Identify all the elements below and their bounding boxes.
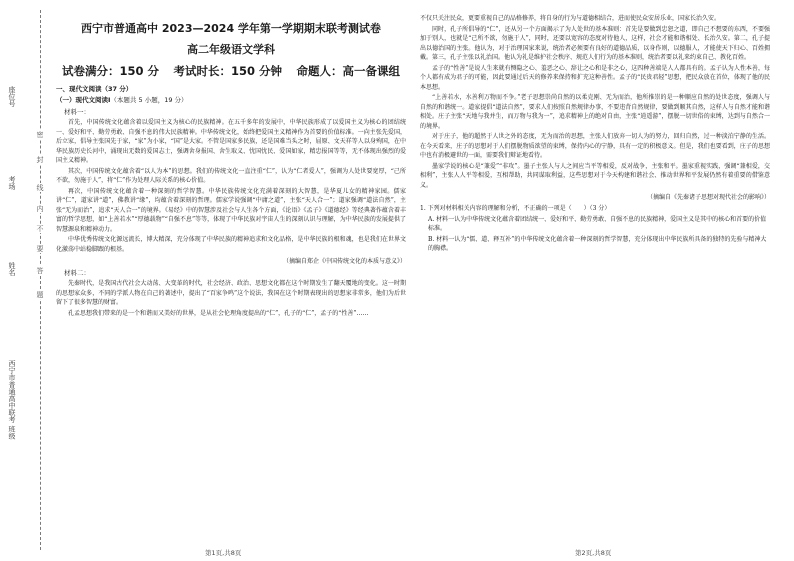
seal-char: 答	[36, 267, 44, 274]
name-label: 姓名	[8, 262, 16, 276]
exam-room-label: 考场	[8, 176, 16, 190]
seal-char: 内	[36, 205, 44, 212]
exam-page-1	[56, 14, 406, 544]
exam-info-row	[62, 63, 400, 79]
seal-char: 封	[36, 156, 44, 163]
material-1-label: 材料一：	[64, 108, 90, 116]
material-2-source: （摘编自《先秦诸子思想对现代社会的影响》）	[646, 194, 770, 201]
material-2-paragraph: 墨家学说的核心是“兼爱”“非攻”。墨子主张人与人之间应当平等相爱，反对战争，主张和平。墨家重视实践，强调“兼相爱，交相利”，主张人人平等相爱，互相帮助，共同谋取利益，这些思想对于今天构建和谐社会、推动世界和平发展仍然有着重要的借鉴意义。	[420, 162, 770, 189]
binding-margin	[0, 0, 50, 561]
seal-char: 密	[36, 131, 44, 138]
exam-page-2	[420, 14, 770, 544]
material-2-paragraph: 同时，孔子所倡导的“仁”，还从另一个方面揭示了为人处世的基本准则：首先是要做到忠恕之道，即自己不想要的东西，不要强加于别人，也就是“己所不欲，勿施于人”，同时，还要以宽容的态度对待他人，这样，社会才能和谐相处、长治久安。第二，孔子提出以德治国的主张。他认为，对于治理国家来说，统治者必须要有良好的道德品质，以身作则，以德服人，才能使天下归心、百姓拥戴。第三，孔子主张以礼治国。他认为礼是维护社会秩序、规范人们行为的基本准则，统治者要以礼来约束自己、教化百姓。	[420, 25, 770, 61]
seat-number-label: 座位号	[8, 86, 16, 107]
page-1-footer: 第1页,共8页	[205, 549, 242, 557]
seal-char: 线	[36, 184, 44, 191]
material-1-paragraph: 中华优秀传统文化源远流长，博大精深，充分体现了中华民族的精神追求和文化品格，是中华民族的根和魂，也是我们在世界文化激荡中站稳脚跟的根基。	[56, 236, 406, 253]
question-1-option-b: B. 材料一认为“儒、道、释互补”的中华传统文化蕴含着一种深刻的哲学智慧，充分体现出中华民族所具备的独特的先验与精神大的胸襟。	[428, 235, 767, 252]
binding-dashed-line	[40, 10, 41, 550]
question-1-option-a: A. 材料一认为中华传统文化蕴含着团结统一、爱好和平、勤劳勇敢、自强不息的民族精神，爱国主义是其中的核心和首要的价值标准。	[428, 215, 767, 232]
material-1-paragraph: 再次，中国传统文化蕴含着一种深刻的哲学智慧。中华民族传统文化充满着深刻的大智慧，是华夏儿女的精神家园。儒家讲“仁”，道家讲“道”，佛教讲“缘”，均蕴含着深刻的哲理。儒家学说强调“中庸之道”，主张“天人合一”；道家强调“道法自然”，主张“无为而治”，追求“天人合一”的境界。《易经》中的智慧涉及社会与人生各个方面，《论语》《孟子》《道德经》等经典著作蕴含着丰富的哲学思想，如“上善若水”“厚德载物”“自强不息”等等，体现了中华民族对宇宙人生的深刻认识与理解，为中华民族的发展提供了智慧源泉和精神动力。	[56, 187, 406, 233]
material-2-paragraph: 不仅只关注民众，更要重视自己的品格修养，将自身的行为与道德相结合，进而使民众安居乐业，国家长治久安。	[420, 15, 721, 22]
exam-subject: 高二年级语文学科	[187, 43, 275, 56]
page-2-footer: 第2页,共8页	[575, 549, 612, 557]
exam-author: 命题人：高一备课组	[296, 64, 400, 78]
seal-char: 不	[36, 225, 44, 232]
material-1-paragraph: 首先，中国传统文化蕴含着以爱国主义为核心的民族精神。在五千多年的发展中，中华民族形成了以爱国主义为核心的团结统一、爱好和平、勤劳勇敢、自强不息的伟大民族精神。中华传统文化，始终把爱国主义精神作为首要的价值标准。一向主张先爱国，后立家，倡导主张国先于家，“家”为小家，“国”是大家。不管是国家多民族，还是国难当头之时，屈原、文天祥等人以身殉国，在中华民族历史长河中，涌现出无数的爱国志士，强调舍身报国、舍生取义、忧国忧民、爱国如家，精忠报国等等，无不体现出强烈的爱国主义精神。	[56, 119, 406, 164]
full-score: 试卷满分：150 分	[62, 64, 160, 78]
material-2-paragraph: 孟子的“性善”是说人生来就有恻隐之心、羞恶之心、辞让之心和是非之心，这四种善端是人人都具有的。孟子认为人性本善，每个人都有成为君子的可能，因此要通过后天的修养来保持和扩充这种善性。孟子的“民贵君轻”思想，把民众放在首位，体现了他的民本思想。	[420, 64, 770, 91]
section-heading: 一、现代文阅读（37 分）	[56, 85, 133, 93]
question-1: 1. 下列对材料相关内容的理解和分析，不正确的一项是（ ）（3 分）	[420, 205, 611, 212]
material-1-paragraph: 其次，中国传统文化蕴含着“以人为本”的思想。我们的传统文化一直注重“仁”，认为“仁者爱人”，强调为人处世要宽厚，“己所不欲，勿施于人”，将“仁”作为处理人际关系的核心价值。	[56, 167, 406, 184]
seal-char: 要	[36, 245, 44, 252]
exam-duration: 考试时长：150 分钟	[173, 64, 283, 78]
material-2-paragraph: 先秦时代，是我国古代社会大动荡、大变革的时代，社会经济、政治、思想文化都在这个时期发生了翻天覆地的变化。这一时期的思想家众多，不同的学派人物在自己的著述中，提出了“百家争鸣”这个说法，我国在这个时期表现出的思想家非常多，他们为后世留下了很多智慧的财富。	[56, 280, 406, 306]
exam-title: 西宁市普通高中 2023—2024 学年第一学期期末联考测试卷	[81, 22, 381, 35]
material-2-paragraph: 孔孟思想我们带来的是一个和谐而又美好的世界，是从社会伦理角度提出的“仁”，孔子的“仁”，孟子的“性善”……	[68, 309, 369, 317]
material-2-paragraph: “上善若水，水善利万物而不争。”老子思想崇尚自然的以柔克刚、无为而治，他所推崇的是一种顺应自然的处世态度，强调人与自然的和谐统一。道家提倡“道法自然”，要求人们按照自然规律办事，不要违背自然规律，要做到顺其自然，这样人与自然才能和谐相处。庄子主张“天地与我并生，而万物与我为一”，追求精神上的绝对自由，主张“逍遥游”，摆脱一切世俗的束缚，达到与自然合一的境界。	[420, 94, 770, 130]
material-2-label: 材料二：	[64, 269, 90, 277]
material-2-paragraph: 对于庄子，他的超然于人世之外的态度，无为而治的思想，主张人们放弃一切人为的努力，回归自然，过一种淡泊宁静的生活。在今天看来，庄子的思想对于人们摆脱物质欲望的束缚，保持内心的宁静，具有一定的积极意义。但是，我们也要看到，庄子的思想中也有消极避世的一面，需要我们辩证地看待。	[420, 133, 770, 159]
seal-char: 题	[36, 291, 44, 298]
class-label: 西宁市普通高中联考 班级	[8, 360, 16, 440]
material-1-source: （摘编自郑企《中国传统文化的本质与意义》）	[282, 258, 406, 265]
subsection-heading: （一）现代文阅读Ⅰ（本题共 5 小题，19 分）	[56, 96, 188, 104]
